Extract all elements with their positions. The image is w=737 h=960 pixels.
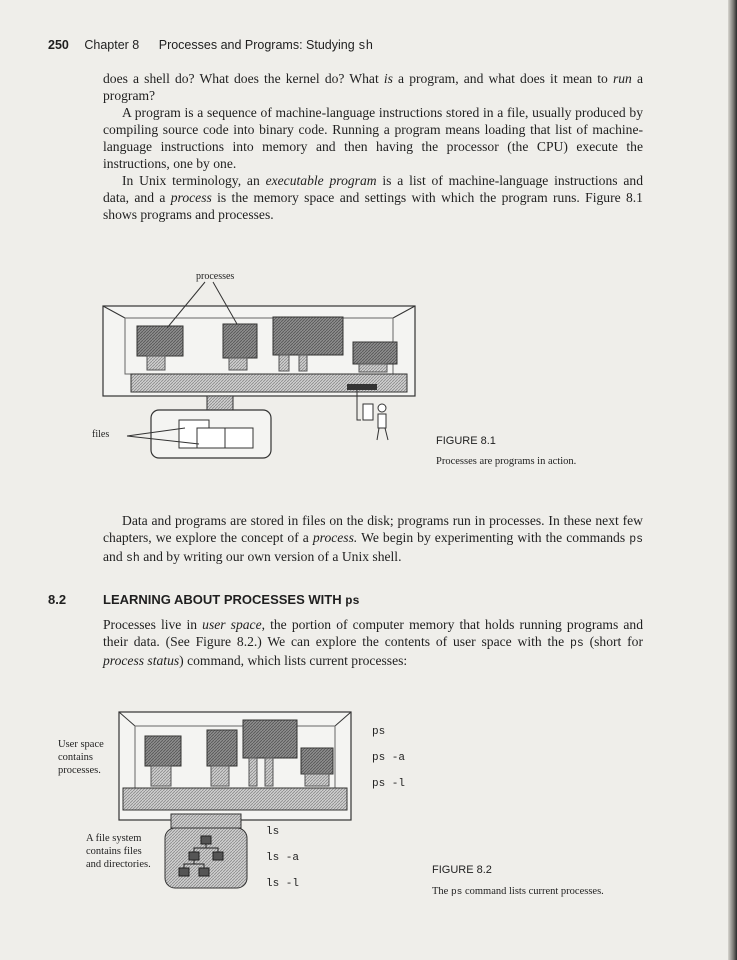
ls-l-command: ls -l	[266, 878, 300, 890]
label-files: files	[92, 429, 110, 440]
ps-a-command: ps -a	[372, 752, 406, 764]
section-title: LEARNING ABOUT PROCESSES WITH	[103, 592, 346, 607]
section-number: 8.2	[48, 592, 67, 607]
paragraph-5-block	[103, 616, 643, 669]
page-number: 250	[48, 38, 69, 52]
chapter-label: Chapter 8	[84, 38, 140, 52]
ps-l-command: ps -l	[372, 778, 406, 790]
intro-text	[103, 70, 643, 223]
figure-8-1-diagram	[95, 262, 425, 462]
paragraph-5: Processes live in user space, the portion of computer memory that holds running programs and their data. (See Figure 8.2.) We can explore the contents of user space with the ps (short for process status) command, which lists current processes:	[103, 617, 643, 668]
ls-a-command: ls -a	[266, 852, 300, 864]
figure-8-1-caption: Processes are programs in action.	[436, 456, 577, 467]
running-header	[48, 38, 688, 56]
label-file-system: A file system contains files and directories.	[86, 833, 151, 870]
page-edge-shadow	[728, 0, 737, 960]
chapter-title-code: sh	[358, 39, 374, 53]
ls-command: ls	[266, 826, 280, 838]
paragraph-4-block	[103, 512, 643, 567]
figure-8-2-caption: The ps command lists current processes.	[432, 886, 604, 897]
chapter-title: Processes and Programs: Studying sh	[158, 38, 374, 53]
paragraph-2: A program is a sequence of machine-language instructions stored in a file, usually produced by compiling source code into binary code. Running a program means loading that list of machine-language instructions into memory and then having the processor (the CPU) execute the instructions, one by one.	[103, 105, 643, 171]
paragraph-3: In Unix terminology, an executable program is a list of machine-language instructions and data, and a process is the memory space and settings with which the program runs. Figure 8.1 shows programs and processes.	[103, 173, 644, 222]
paragraph-4: Data and programs are stored in files on the disk; programs run in processes. In these next few chapters, we explore the concept of a process. We begin by experimenting with the commands ps and sh and by writing our own version of a Unix shell.	[103, 513, 643, 565]
process-block-d	[301, 748, 333, 786]
paragraph-1: does a shell do? What does the kernel do? What is a program, and what does it mean to run a program?	[103, 71, 643, 103]
label-user-space: User space contains processes.	[58, 739, 104, 776]
figure-8-1-number: FIGURE 8.1	[436, 435, 496, 447]
section-heading	[48, 592, 608, 608]
figure-8-2-number: FIGURE 8.2	[432, 864, 492, 876]
ps-command: ps	[372, 726, 386, 738]
section-title-code: ps	[345, 594, 360, 608]
label-processes: processes	[196, 271, 235, 282]
